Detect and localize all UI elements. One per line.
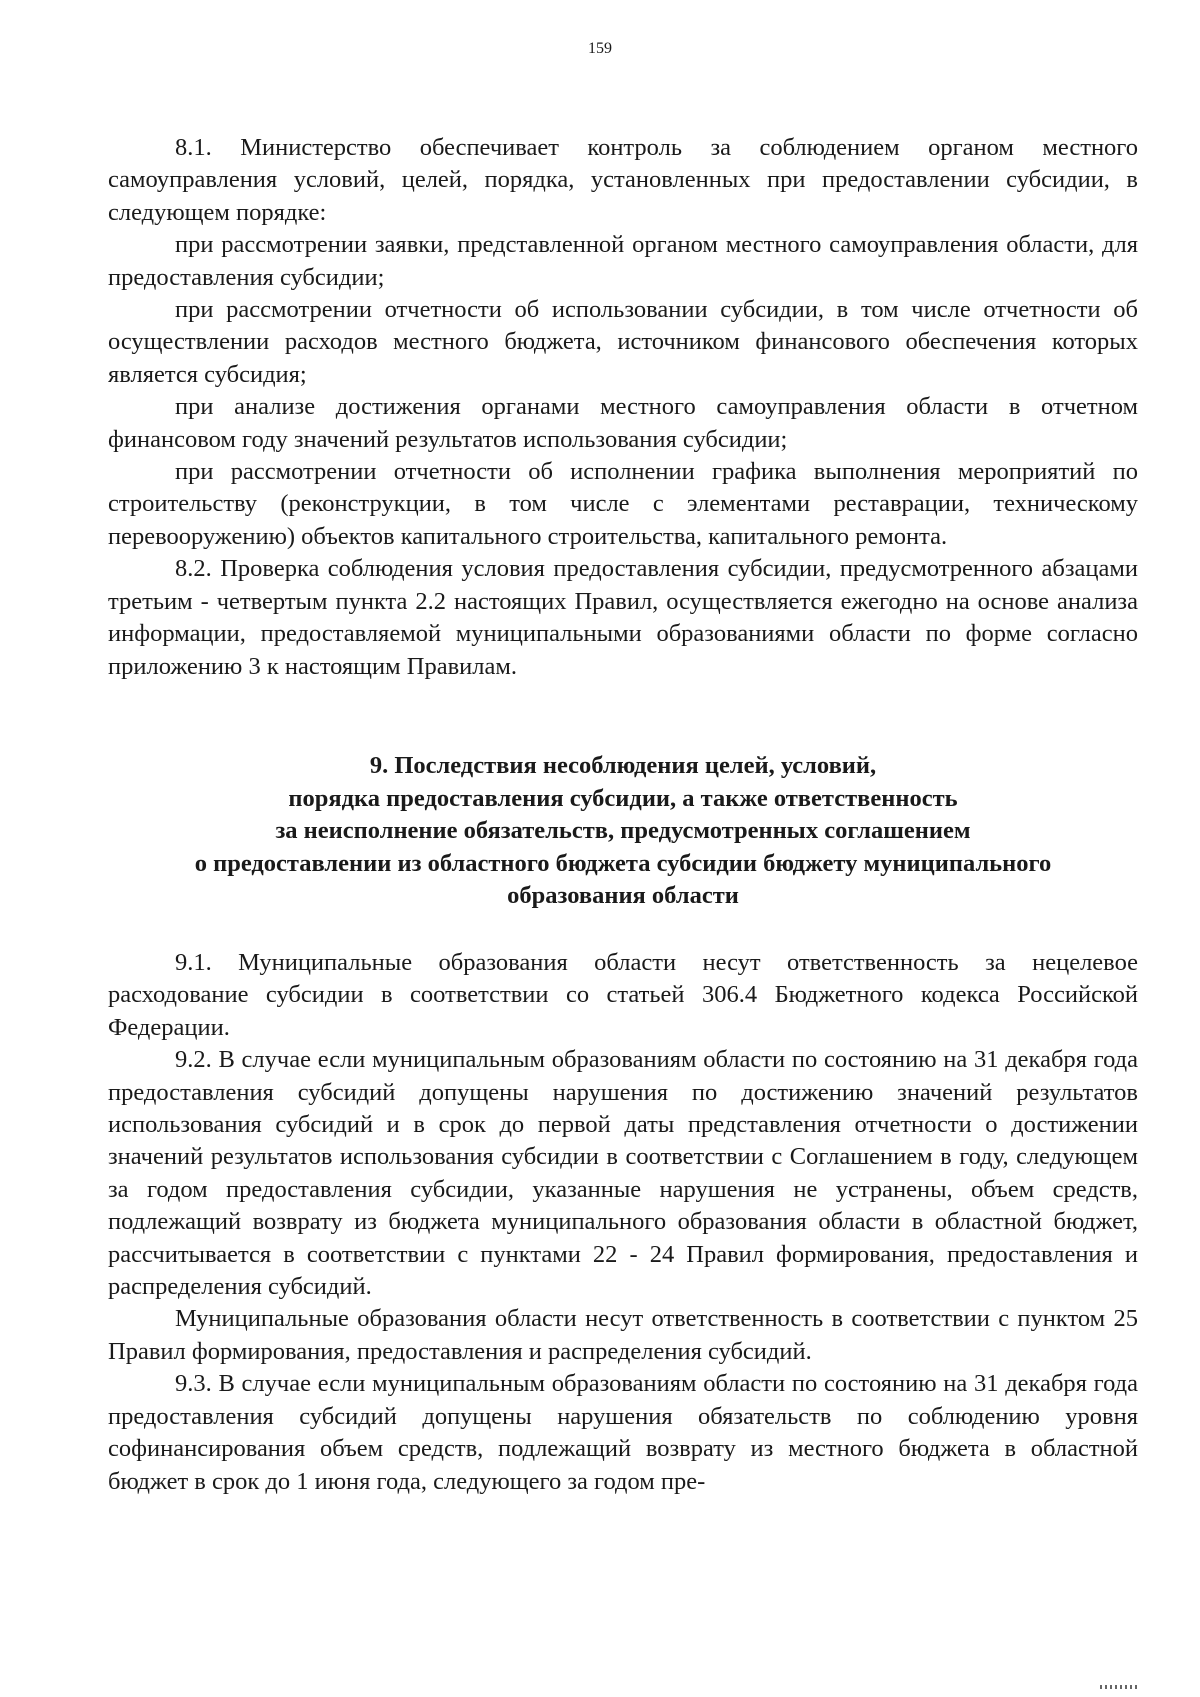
paragraph-8-1-item-schedule: при рассмотрении отчетности об исполнении графика выполнения мероприятий по строительству (реконструкции, в том числе с элементами реставрации, техническому перевооружению) объектов капитального строительства, капитального ремонта.: [108, 458, 1138, 550]
heading-line: порядка предоставления субсидии, а также ответственность: [288, 784, 958, 812]
section-9-body: [108, 947, 1138, 1498]
paragraph-9-1: 9.1. Муниципальные образования области несут ответственность за нецелевое расходование субсидии в соответствии со статьей 306.4 Бюджетного кодекса Российской Федерации.: [108, 949, 1138, 1041]
paragraph-8-1-item-reporting: при рассмотрении отчетности об использовании субсидии, в том числе отчетности об осуществлении расходов местного бюджета, источником финансового обеспечения которых является субсидия;: [108, 296, 1138, 388]
paragraph-9-3: 9.3. В случае если муниципальным образованиям области по состоянию на 31 декабря года предоставления субсидий допущены нарушения обязательств по соблюдению уровня софинансирования объем средств, подлежащий возврату из местного бюджета в областной бюджет в срок до 1 июня года, следующего за годом пре-: [108, 1370, 1138, 1495]
heading-line: о предоставлении из областного бюджета субсидии бюджету муниципального: [194, 849, 1052, 877]
paragraph-8-1: 8.1. Министерство обеспечивает контроль за соблюдением органом местного самоуправления условий, целей, порядка, установленных при предоставлении субсидии, в следующем порядке:: [108, 134, 1138, 226]
scan-artifact: [1100, 1685, 1140, 1689]
page-number: 159: [588, 40, 612, 57]
paragraph-9-2: 9.2. В случае если муниципальным образованиям области по состоянию на 31 декабря года предоставления субсидий допущены нарушения по достижению значений результатов использования субсидий и в срок до первой даты представления отчетности о достижении значений результатов использования субсидии в соответствии с Соглашением в году, следующем за годом предоставления субсидии, указанные нарушения не устранены, объем средств, подлежащий возврату из бюджета муниципального образования области в областной бюджет, рассчитывается в соответствии с пунктами 22 - 24 Правил формирования, предоставления и распределения субсидий.: [108, 1046, 1138, 1301]
paragraph-8-1-item-application: при рассмотрении заявки, представленной органом местного самоуправления области, для предоставления субсидии;: [108, 231, 1138, 291]
heading-line: за неисполнение обязательств, предусмотренных соглашением: [275, 817, 971, 845]
heading-line: образования области: [507, 882, 739, 910]
paragraph-8-2: 8.2. Проверка соблюдения условия предоставления субсидии, предусмотренного абзацами третьим - четвертым пункта 2.2 настоящих Правил, осуществляется ежегодно на основе анализа информации, предоставляемой муниципальными образованиями области по форме согласно приложению 3 к настоящим Правилам.: [108, 555, 1138, 680]
paragraph-9-2-responsibility: Муниципальные образования области несут ответственность в соответствии с пунктом 25 Правил формирования, предоставления и распределения субсидий.: [108, 1305, 1138, 1365]
section-9-heading: [108, 750, 1138, 913]
heading-line: 9. Последствия несоблюдения целей, условий,: [369, 752, 877, 779]
paragraph-8-1-item-analysis: при анализе достижения органами местного самоуправления области в отчетном финансовом году значений результатов использования субсидии;: [108, 393, 1138, 453]
section-8-body: [108, 132, 1138, 683]
